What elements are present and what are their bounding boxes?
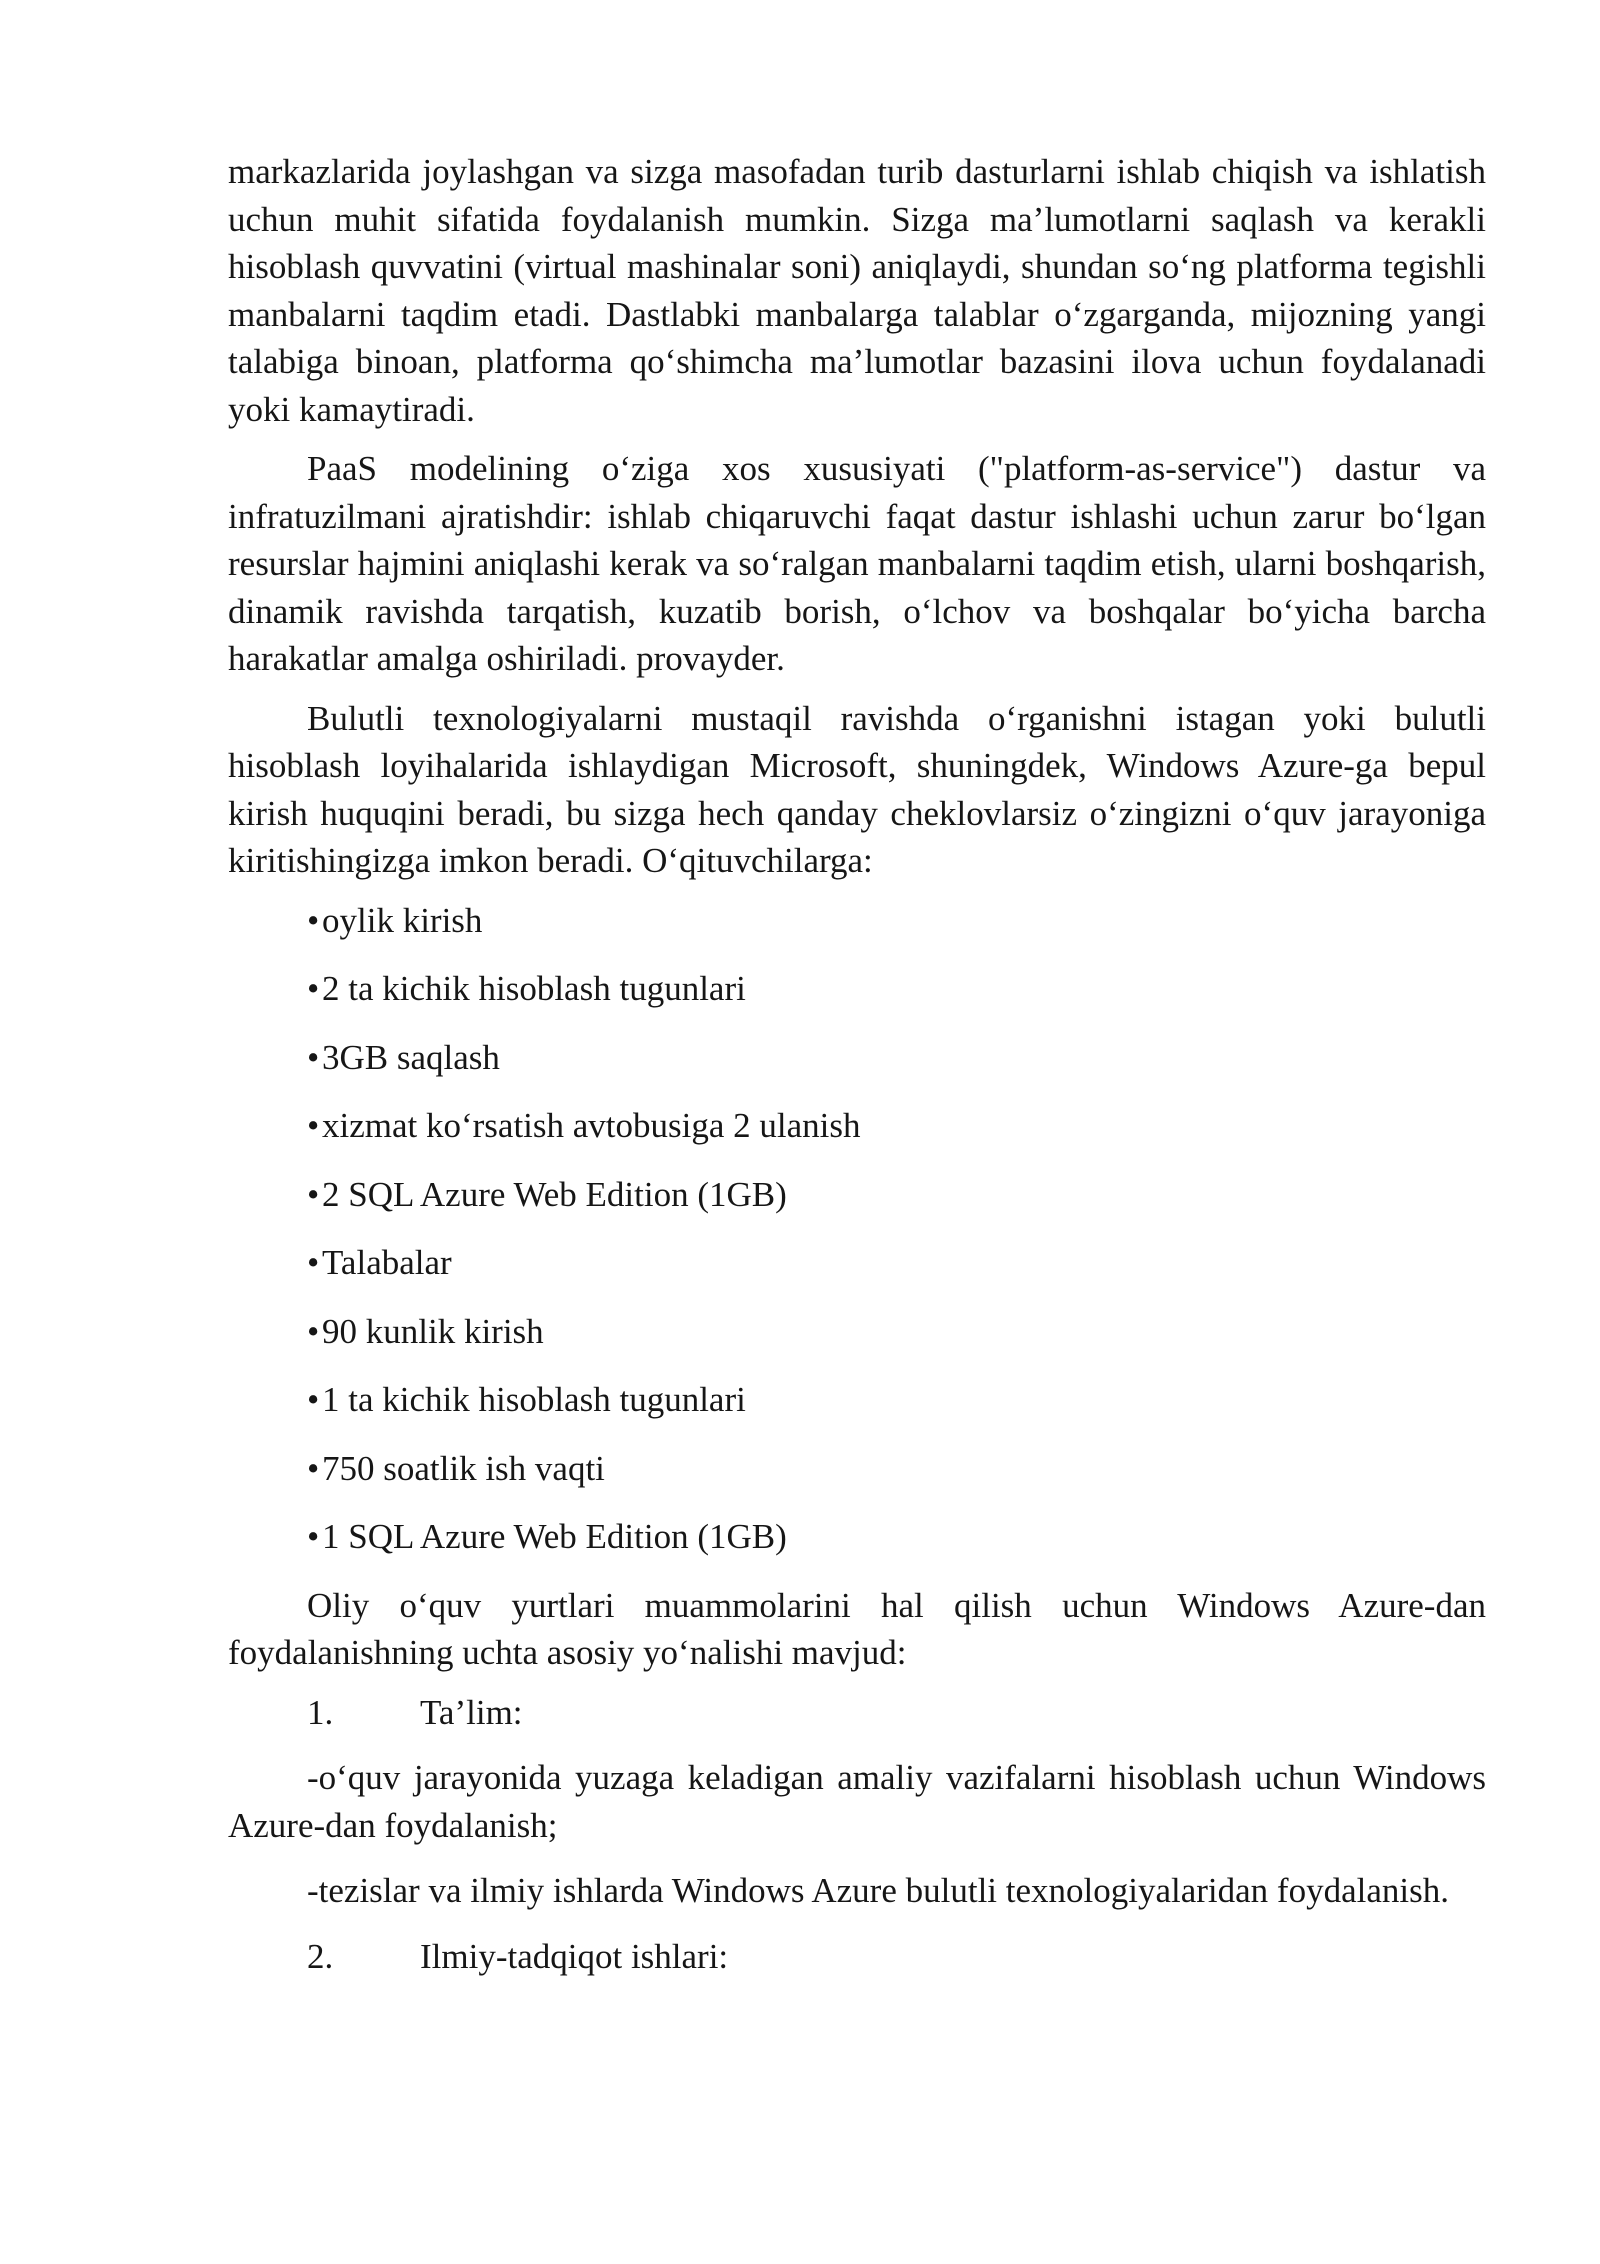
list-item-text: 3GB saqlash — [322, 1037, 500, 1077]
numbered-heading-1 — [307, 1689, 1486, 1737]
bullet-icon: • — [307, 1311, 320, 1351]
numbered-heading-2 — [307, 1933, 1486, 1981]
bullet-icon: • — [307, 1243, 320, 1282]
bullet-icon: • — [307, 969, 320, 1008]
dash-item-2: -tezislar va ilmiy ishlarda Windows Azure bulutli texnologiyalaridan foydalanish. — [307, 1871, 1449, 1910]
list-item — [307, 1034, 1486, 1081]
list-item — [307, 1376, 1486, 1423]
dash-item-1: -o‘quv jarayonida yuzaga keladigan amaliy vazifalarni hisoblash uchun Windows Azure-dan foydalanish; — [228, 1758, 1486, 1845]
list-item-text: 750 soatlik ish vaqti — [322, 1448, 605, 1488]
paragraph-1: markazlarida joylashgan va sizga masofadan turib dasturlarni ishlab chiqish va ishlatish uchun muhit sifatida foydalanish mumkin. Sizga ma’lumotlarni saqlash va kerakli hisoblash quvvatini (virtual mashinalar soni) aniqlaydi, shundan so‘ng platforma tegishli manbalarni taqdim etadi. Dastlabki manbalarga talablar o‘zgarganda, mijozning yangi talabiga binoan, platforma qo‘shimcha ma’lumotlar bazasini ilova uchun foydalanadi yoki kamaytiradi. — [228, 152, 1486, 429]
bullet-icon: • — [307, 1037, 320, 1077]
bullet-icon: • — [307, 1517, 320, 1556]
paragraph-4: Oliy o‘quv yurtlari muammolarini hal qilish uchun Windows Azure-dan foydalanishning uchta asosiy yo‘nalishi mavjud: — [228, 1585, 1486, 1672]
bullet-icon: • — [307, 1174, 320, 1214]
list-item-text: 90 kunlik kirish — [322, 1311, 544, 1351]
paragraph-2: PaaS modelining o‘ziga xos xususiyati ("platform-as-service") dastur va infratuzilmani ajratishdir: ishlab chiqaruvchi faqat dastur ishlashi uchun zarur bo‘lgan resurslar hajmini aniqlashi kerak va so‘ralgan manbalarni taqdim etish, ularni boshqarish, dinamik ravishda tarqatish, kuzatib borish, o‘lchov va boshqalar bo‘yicha barcha harakatlar amalga oshiriladi. provayder. — [228, 449, 1486, 678]
heading-number: 2. — [307, 1936, 334, 1976]
list-item-text: 2 ta kichik hisoblash tugunlari — [322, 969, 746, 1008]
bullet-icon: • — [307, 1448, 320, 1488]
list-item — [307, 1171, 1486, 1218]
list-item — [307, 965, 1486, 1012]
bullet-icon: • — [307, 900, 320, 940]
bullet-icon: • — [307, 1106, 320, 1145]
list-item — [307, 897, 1486, 944]
heading-number: 1. — [307, 1692, 334, 1732]
list-item — [307, 1239, 1486, 1286]
heading-label: Ta’lim: — [420, 1692, 523, 1732]
bullet-list — [228, 897, 1486, 1561]
list-item-text: xizmat ko‘rsatish avtobusiga 2 ulanish — [322, 1106, 861, 1145]
list-item-text: 1 SQL Azure Web Edition (1GB) — [322, 1517, 787, 1556]
list-item-text: 2 SQL Azure Web Edition (1GB) — [322, 1174, 787, 1214]
list-item-text: 1 ta kichik hisoblash tugunlari — [322, 1380, 746, 1419]
paragraph-3: Bulutli texnologiyalarni mustaqil ravishda o‘rganishni istagan yoki bulutli hisoblash loyihalarida ishlaydigan Microsoft, shuningdek, Windows Azure-ga bepul kirish huquqini beradi, bu sizga hech qanday cheklovlarsiz o‘zingizni o‘quv jarayoniga kiritishingizga imkon beradi. O‘qituvchilarga: — [228, 698, 1486, 880]
list-item — [307, 1445, 1486, 1492]
list-item — [307, 1513, 1486, 1560]
list-item — [307, 1308, 1486, 1355]
list-item-text: Talabalar — [322, 1243, 452, 1282]
document-body — [228, 148, 1486, 1998]
list-item-text: oylik kirish — [322, 900, 483, 940]
list-item — [307, 1102, 1486, 1149]
bullet-icon: • — [307, 1380, 320, 1419]
heading-label: Ilmiy-tadqiqot ishlari: — [420, 1936, 729, 1976]
